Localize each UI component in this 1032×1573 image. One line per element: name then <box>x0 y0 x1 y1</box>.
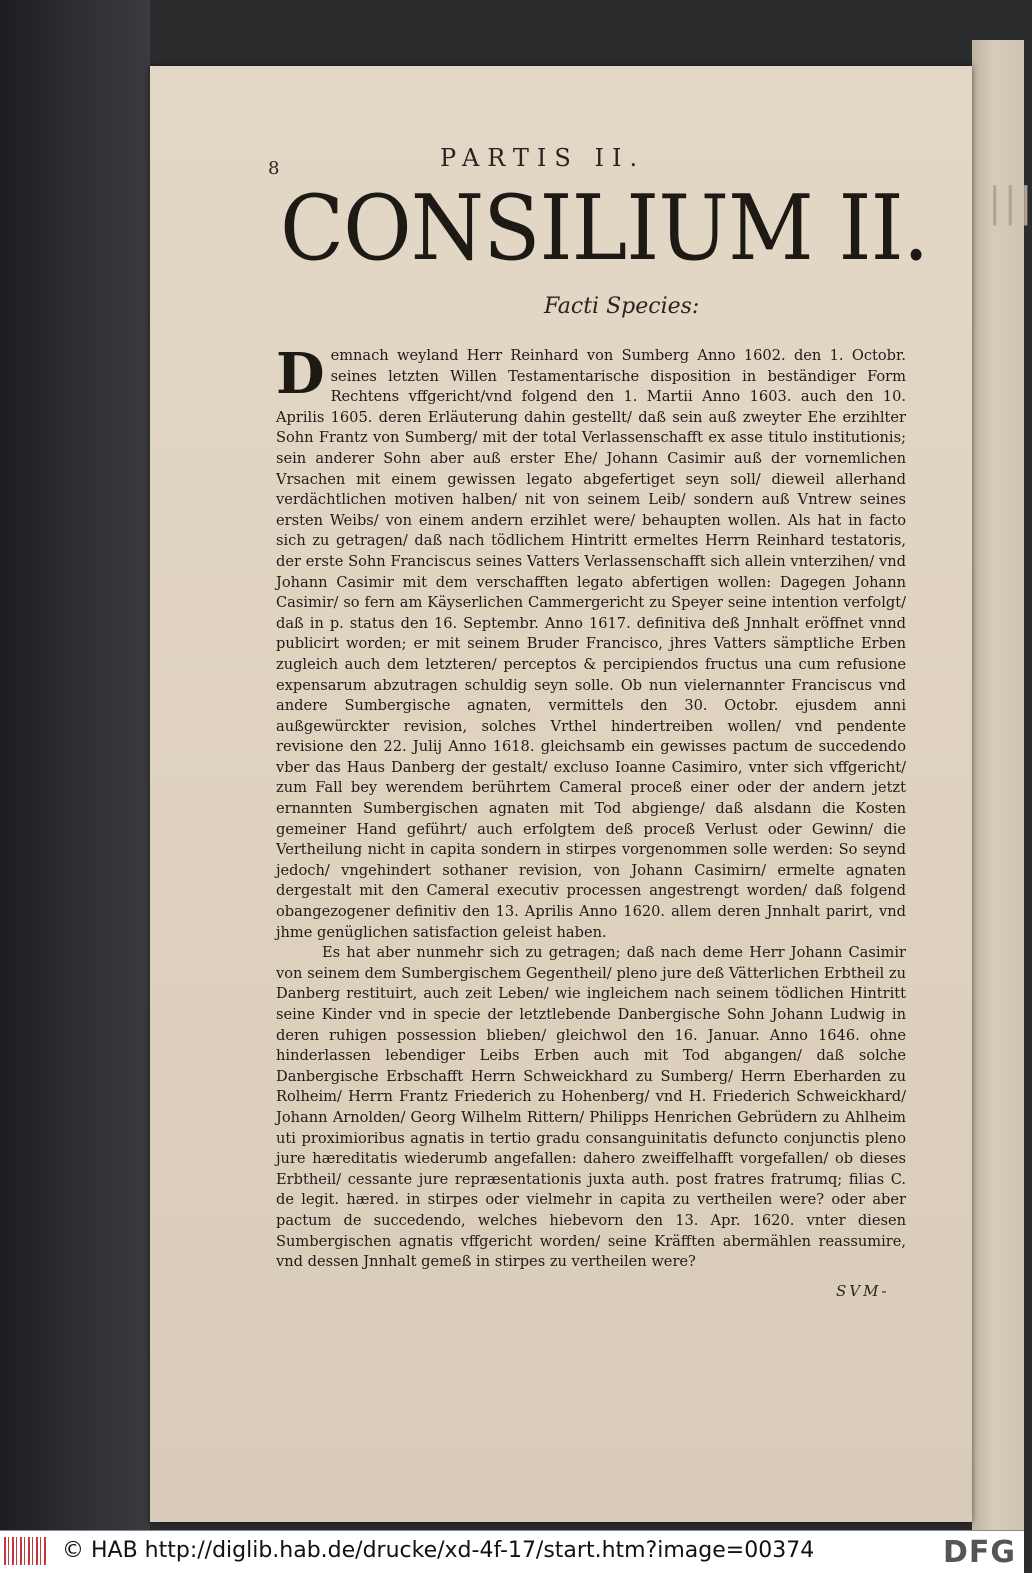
page-title: CONSILIUM II. <box>280 176 929 281</box>
catchword: SVM- <box>836 1282 890 1300</box>
dfg-logo: DFG <box>942 1535 1016 1570</box>
section-subtitle: Facti Species: <box>544 294 700 319</box>
paragraph-2: Es hat aber nunmehr sich zu getragen; daß nach deme Herr Johann Casimir von seinem dem Sumbergischem Gegentheil/ pleno jure deß Vätterlichen Erbtheil zu Danberg restituirt, auch zeit Leben/ wie ingleichem nach seinem tödlichen Hintritt seine Kinder vnd in specie der letztlebende Danbergische Sohn Johann Ludwig in deren ruhigen possession blieben/ gleichwol den 16. Januar. Anno 1646. ohne hinderlassen lebendiger Leibs Erben auch mit Tod abgangen/ daß solche Danbergische Erbschafft Herrn Schweickhard zu Sumberg/ Herrn Eberharden zu Rolheim/ Herrn Frantz Friederich zu Hohenberg/ vnd H. Friederich Schweickhard/ Johann Arnolden/ Georg Wilhelm Rittern/ Philipps Henrichen Gebrüdern zu Ahlheim uti proximioribus agnatis in tertio gradu consanguinitatis defuncto conjunctis pleno jure hæreditatis wiederumb angefallen: dahero zweiffelhafft vorgefallen/ ob dieses Erbtheil/ cessante jure repræsentationis juxta auth. post fratres fratrumq; filias C. de legit. hæred. in stirpes oder vielmehr in capita zu vertheilen were? oder aber pactum de succedendo, welches hiebevorn den 13. Apr. 1620. vnter diesen Sumbergischen agnatis vffgericht worden/ seine Kräfften abermählen reassumire, vnd dessen Jnnhalt gemeß in stirpes zu vertheilen were? <box>276 944 906 1271</box>
drop-cap: D <box>276 341 325 407</box>
barcode-icon <box>4 1537 48 1565</box>
source-link[interactable]: © HAB http://diglib.hab.de/drucke/xd-4f-17/start.htm?image=00374 <box>62 1538 815 1563</box>
book-page <box>150 66 972 1522</box>
scan-background <box>0 0 150 1530</box>
page-number: 8 <box>268 158 280 179</box>
body-text <box>276 341 906 1273</box>
viewer-footer <box>0 1530 1024 1573</box>
running-head: PARTIS II. <box>440 144 646 172</box>
adjacent-page-edge <box>972 40 1032 1530</box>
paragraph-1-text: emnach weyland Herr Reinhard von Sumberg Anno 1602. den 1. Octobr. seines letzten Willen Testamentarische disposition in beständiger Form Rechtens vffgericht/vnd folgend den 1. Martii Anno 1603. auch den 10. Aprilis 1605. deren Erläuterung dahin gestellt/ daß sein auß zweyter Ehe erzihlter Sohn Frantz von Sumberg/ mit der total Verlassenschafft ex asse titulo institutionis; sein anderer Sohn aber auß erster Ehe/ Johann Casimir auß der vornemlichen Vrsachen mit einem gewissen legato abgefertiget seyn soll/ dieweil allerhand verdächtlichen motiven halben/ nit von seinem Leib/ sondern auß Vntrew seines ersten Weibs/ von einem andern erzihlet were/ behaupten wollen. Als hat in facto sich zu getragen/ daß nach tödlichem Hintritt ermeltes Herrn Reinhard testatoris, der erste Sohn Franciscus seines Vatters Verlassenschafft sich allein vnterzihen/ vnd Johann Casimir mit dem verschafften legato abfertigen wollen: Dagegen Johann Casimir/ so fern am Käyserlichen Cammergericht zu Speyer seine intention verfolgt/ daß in p. status den 16. Septembr. Anno 1617. definitiva deß Jnnhalt eröffnet vnnd publicirt worden; er mit seinem Bruder Francisco, jhres Vatters sämptliche Erben zugleich auch dem letzteren/ perceptos & percipiendos fructus una cum refusione expensarum abzutragen schuldig seyn solle. Ob nun vielernannter Franciscus vnd andere Sumbergische agnaten, vermittels den 30. Octobr. ejusdem anni außgewürckter revision, solches Vrthel hindertreiben wollen/ vnd pendente revisione den 22. Julij Anno 1618. gleichsamb ein gewisses pactum de succedendo vber das Haus Danberg der gestalt/ excluso Ioanne Casimiro, vnter sich vffgericht/ zum Fall bey werendem berührtem Cameral proceß einer oder der andern jetzt ernannten Sumbergischen agnaten mit Tod abgienge/ daß alsdann die Kosten gemeiner Hand geführt/ auch erfolgtem deß proceß Verlust oder Gewinn/ die Vertheilung nicht in capita sondern in stirpes vorgenommen solle werden: So seynd jedoch/ vngehindert sothaner revision, von Johann Casimirn/ ermelte agnaten dergestalt mit den Cameral executiv processen angestrengt worden/ daß folgend obangezogener definitiv den 13. Aprilis Anno 1620. allem deren Jnnhalt parirt, vnd jhme genüglichen satisfaction geleist haben. <box>276 347 906 941</box>
show-through-decoration: ||| <box>986 180 1032 226</box>
paragraph-1 <box>276 341 906 943</box>
